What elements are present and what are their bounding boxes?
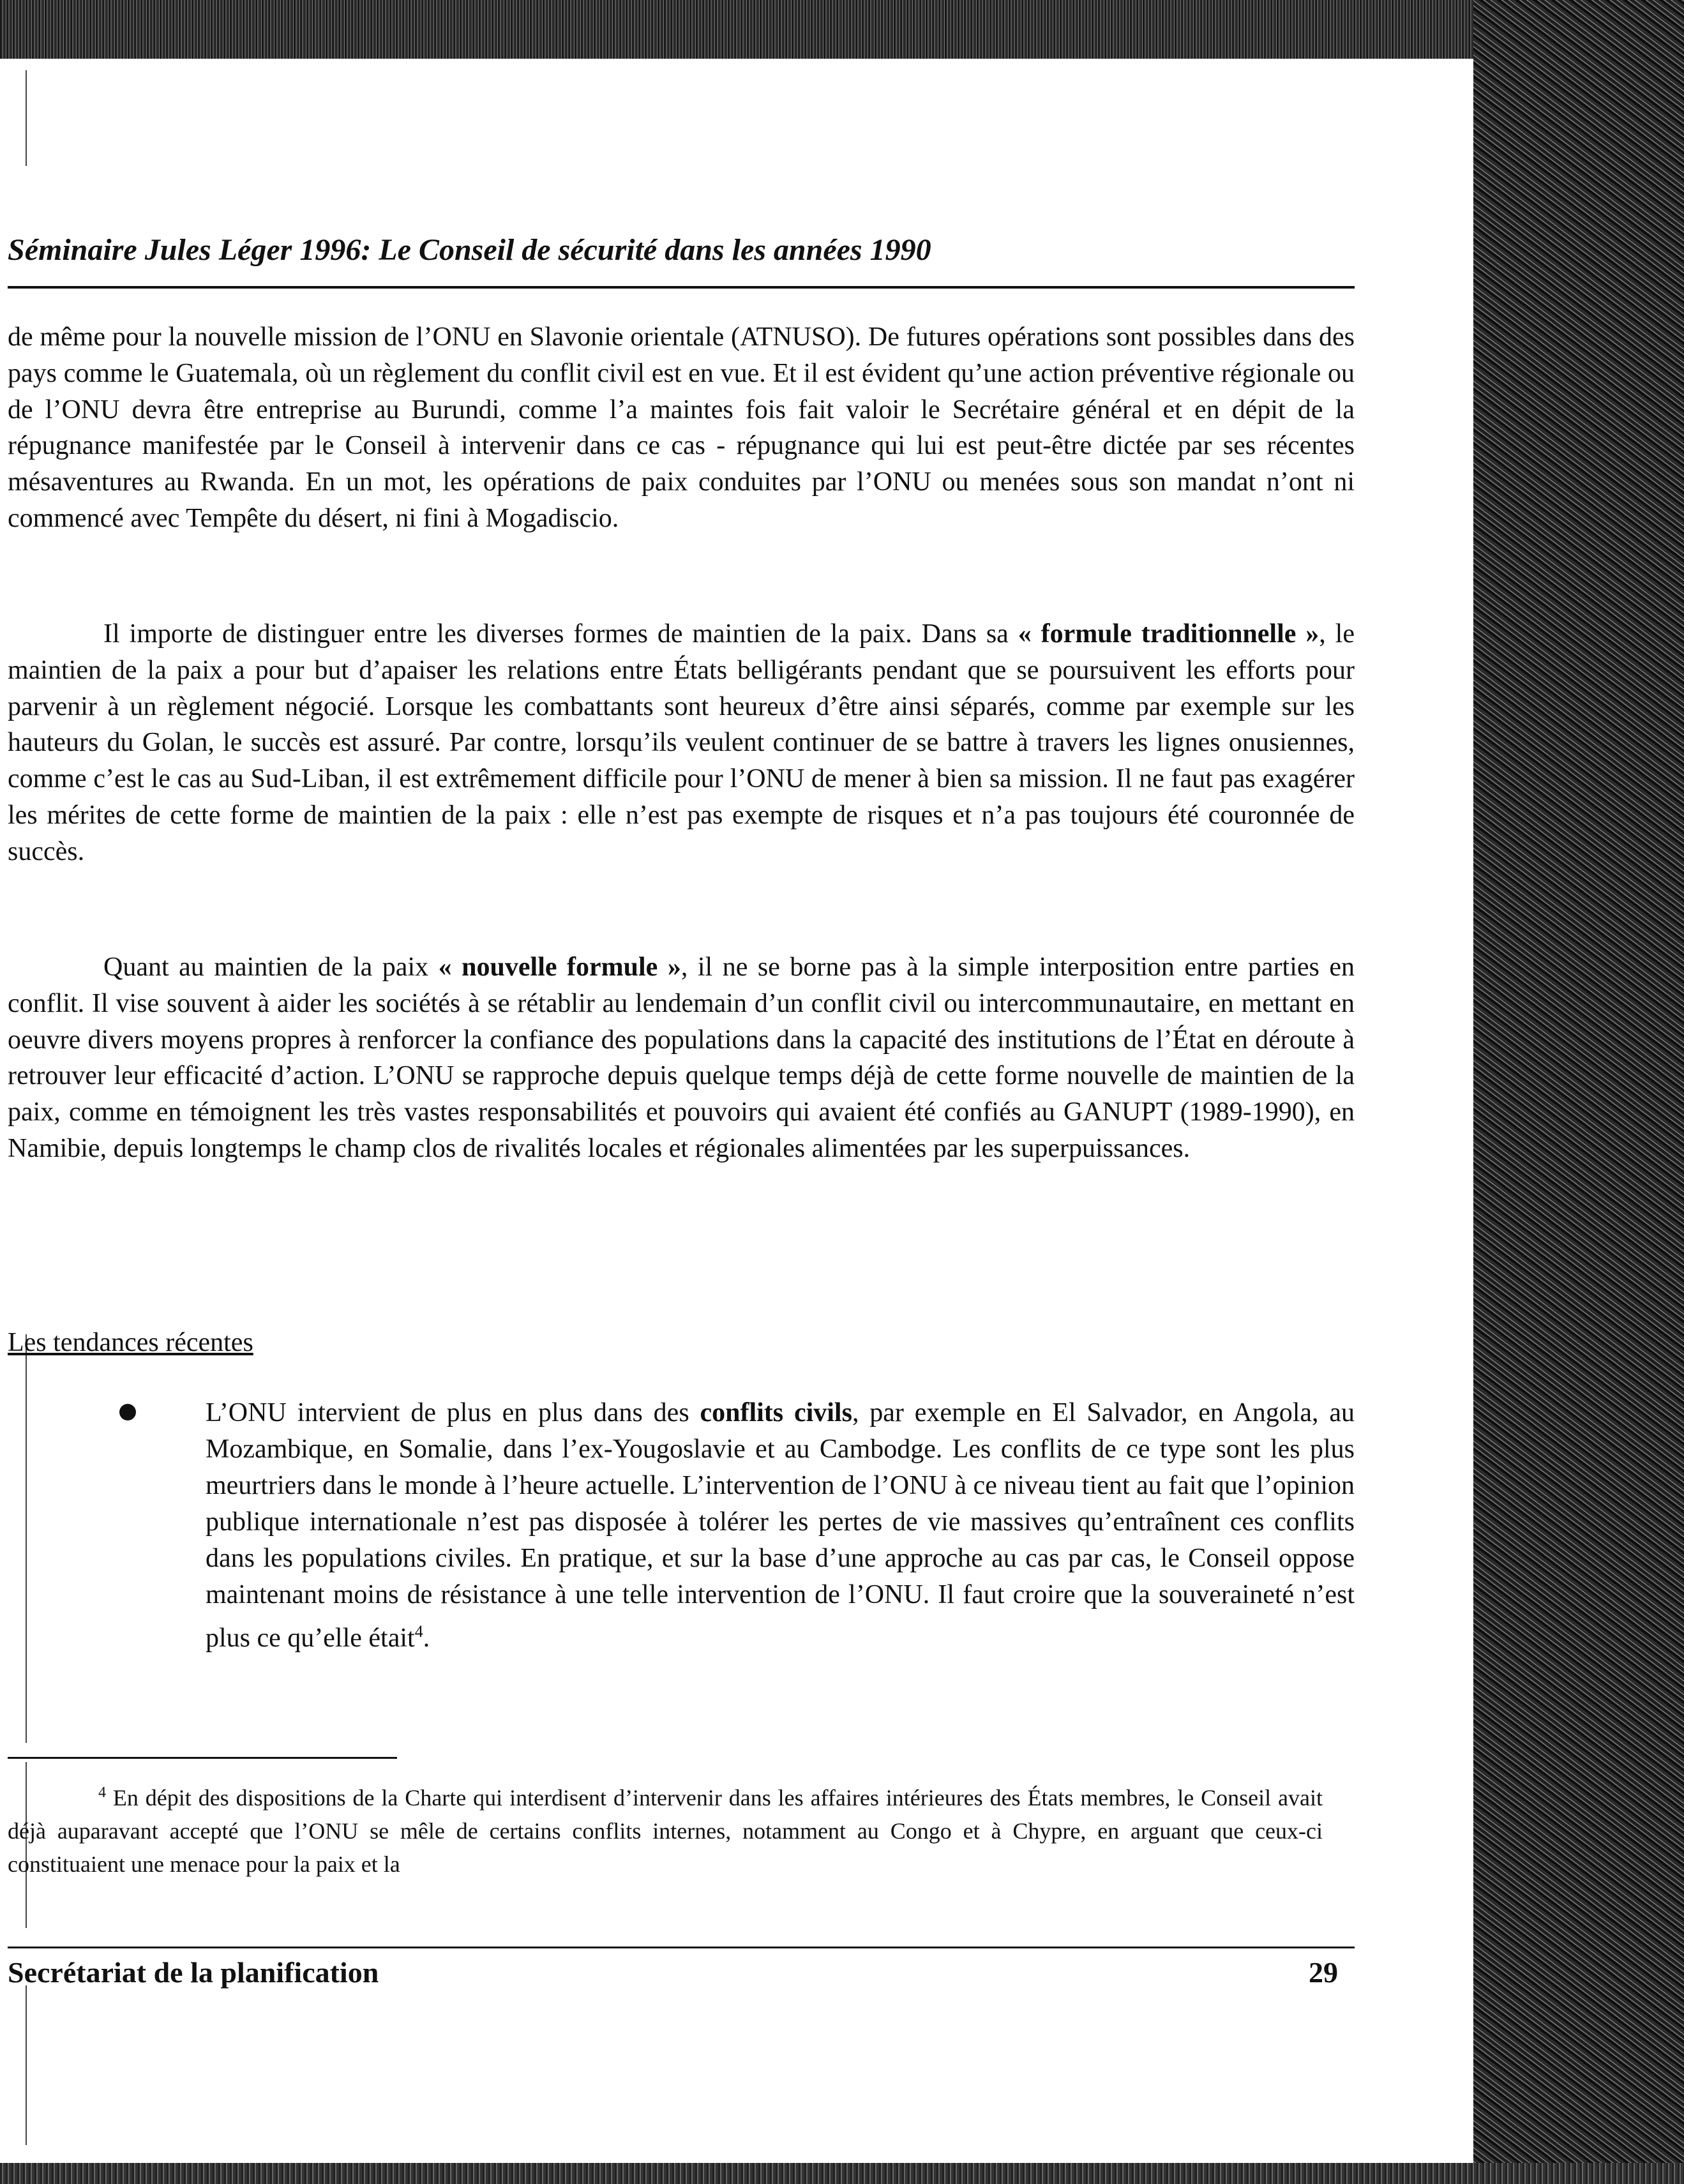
- paragraph-2: [8, 616, 1355, 870]
- paragraph-3-text: Quant au maintien de la paix: [103, 953, 439, 982]
- bullet-text-cont: , par exemple en El Salvador, en Angola, au Mozambique, en Somalie, dans l’ex-Yougoslavie et au Cambodge. Les conflits de ce type sont les plus meurtriers dans le monde à l’heure actuelle. L’intervention de l’ONU à ce niveau tient au fait que l’opinion publique internationale n’est pas disposée à tolérer les pertes de vie massives qu’entraînent ces conflits dans les populations civiles. En pratique, et sur la base d’une approche au cas par cas, le Conseil oppose maintenant moins de résistance à une telle intervention de l’ONU. Il faut croire que la souveraineté n’est plus ce qu’elle était: [206, 1398, 1355, 1653]
- footnote-rule: [8, 1757, 397, 1759]
- scan-border-right: [1473, 0, 1684, 2184]
- bullet-text-start: L’ONU intervient de plus en plus dans des: [206, 1398, 700, 1427]
- header-rule: [8, 286, 1355, 289]
- paragraph-2-text-cont: , le maintien de la paix a pour but d’apaiser les relations entre États belligérants pendant que se poursuivent les efforts pour parvenir à un règlement négocié. Lorsque les combattants sont heureux d’être ainsi séparés, comme par exemple sur les hauteurs du Golan, le succès est assuré. Par contre, lorsqu’ils veulent continuer de se battre à travers les lignes onusiennes, comme c’est le cas au Sud-Liban, il est extrêmement difficile pour l’ONU de mener à bien sa mission. Il ne faut pas exagérer les mérites de cette forme de maintien de la paix : elle n’est pas exempte de risques et n’a pas toujours été couronnée de succès.: [8, 619, 1355, 866]
- paragraph-2-text: Il importe de distinguer entre les diverses formes de maintien de la paix. Dans sa: [103, 619, 1018, 649]
- bullet-icon: [119, 1404, 136, 1420]
- paragraph-2-emphasis: « formule traditionnelle »: [1018, 619, 1319, 649]
- scan-border-top: [0, 0, 1684, 59]
- footer-rule: [8, 1947, 1355, 1948]
- bullet-text-end: .: [423, 1623, 430, 1653]
- margin-mark: [26, 1334, 27, 1743]
- footer-publisher: Secrétariat de la planification: [8, 1956, 379, 1989]
- bullet-text: [206, 1395, 1355, 1657]
- footnote-reference[interactable]: 4: [414, 1622, 423, 1641]
- footnote: [8, 1776, 1323, 1881]
- running-title: Séminaire Jules Léger 1996: Le Conseil de sécurité dans les années 1990: [8, 233, 931, 267]
- margin-mark: [26, 1985, 27, 2145]
- page-number: 29: [1309, 1956, 1338, 1989]
- paragraph-3: [8, 949, 1355, 1167]
- bullet-emphasis: conflits civils: [700, 1398, 852, 1427]
- section-title: Les tendances récentes: [8, 1328, 253, 1357]
- footnote-text: En dépit des dispositions de la Charte qui interdisent d’intervenir dans les affaires intérieures des États membres, le Conseil avait déjà auparavant accepté que l’ONU se mêle de certains conflits internes, notamment au Congo et à Chypre, en arguant que ceux-ci constituaient une menace pour la paix et la: [8, 1785, 1323, 1877]
- margin-mark: [26, 70, 27, 166]
- paragraph-3-text-cont: , il ne se borne pas à la simple interposition entre parties en conflit. Il vise souvent à aider les sociétés à se rétablir au lendemain d’un conflit civil ou intercommunautaire, en mettant en oeuvre divers moyens propres à renforcer la confiance des populations dans la capacité des institutions de l’État en déroute à retrouver leur efficacité d’action. L’ONU se rapproche depuis quelque temps déjà de cette forme nouvelle de maintien de la paix, comme en témoignent les très vastes responsabilités et pouvoirs qui avaient été confiés au GANUPT (1989-1990), en Namibie, depuis longtemps le champ clos de rivalités locales et régionales alimentées par les superpuissances.: [8, 953, 1355, 1163]
- paragraph-1: de même pour la nouvelle mission de l’ONU en Slavonie orientale (ATNUSO). De futures opérations sont possibles dans des pays comme le Guatemala, où un règlement du conflit civil est en vue. Et il est évident qu’une action préventive régionale ou de l’ONU devra être entreprise au Burundi, comme l’a maintes fois fait valoir le Secrétaire général et en dépit de la répugnance manifestée par le Conseil à intervenir dans ce cas - répugnance qui lui est peut-être dictée par ses récentes mésaventures au Rwanda. En un mot, les opérations de paix conduites par l’ONU ou menées sous son mandat n’ont ni commencé avec Tempête du désert, ni fini à Mogadiscio.: [8, 322, 1355, 533]
- paragraph-3-emphasis: « nouvelle formule »: [438, 953, 681, 982]
- scan-border-bottom: [0, 2163, 1684, 2184]
- footnote-number: 4: [98, 1784, 106, 1801]
